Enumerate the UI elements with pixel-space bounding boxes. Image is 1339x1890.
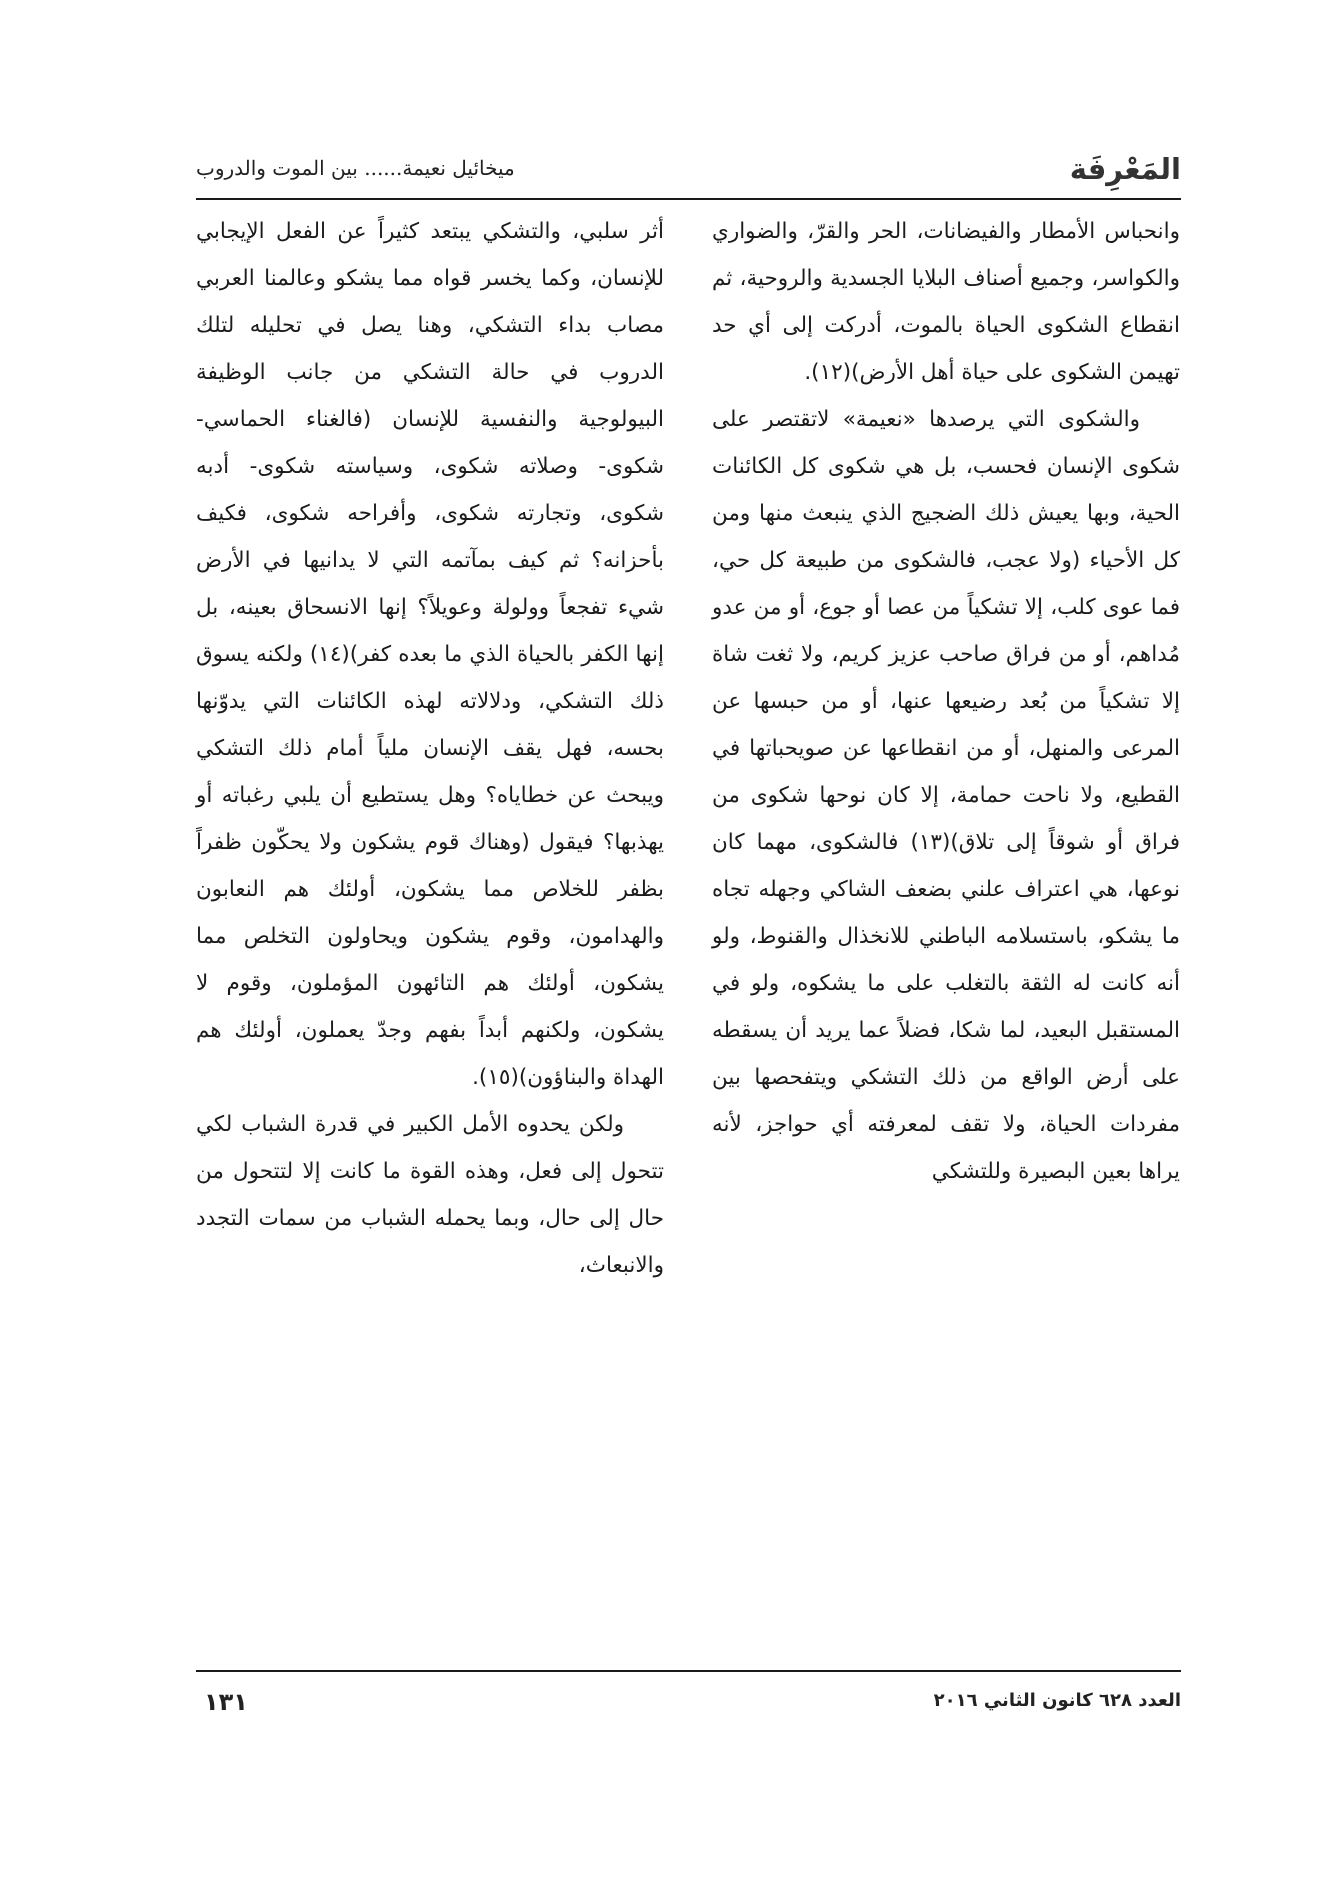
right-column bbox=[712, 208, 1180, 1195]
page-footer bbox=[196, 1688, 1181, 1728]
paragraph: ولكن يحدوه الأمل الكبير في قدرة الشباب لكي تتحول إلى فعل، وهذه القوة ما كانت إلا لتتحول من حال إلى حال، وبما يحمله الشباب من سمات التجدد والانبعاث، bbox=[196, 1112, 664, 1278]
header-rule bbox=[196, 198, 1181, 200]
issue-info: العدد ٦٢٨ كانون الثاني ٢٠١٦ bbox=[933, 1690, 1181, 1711]
paragraph: وانحباس الأمطار والفيضانات، الحر والقرّ، والضواري والكواسر، وجميع أصناف البلايا الجسدية والروحية، ثم انقطاع الشكوى الحياة بالموت، أدركت إلى أي حد تهيمن الشكوى على حياة أهل الأرض)(١٢). bbox=[712, 219, 1180, 385]
left-column bbox=[196, 208, 664, 1289]
page-header bbox=[196, 150, 1181, 190]
paragraph: والشكوى التي يرصدها «نعيمة» لاتقتصر على شكوى الإنسان فحسب، بل هي شكوى كل الكائنات الحية، وبها يعيش ذلك الضجيج الذي ينبعث منها ومن كل الأحياء (ولا عجب، فالشكوى من طبيعة كل حي، فما عوى كلب، إلا تشكياً من عصا أو جوع، أو من عدو مُداهم، أو من فراق صاحب عزيز كريم، ولا ثغت شاة إلا تشكياً من بُعد رضيعها عنها، أو من حبسها عن المرعى والمنهل، أو من انقطاعها عن صويحباتها في القطيع، ولا ناحت حمامة، إلا كان نوحها شكوى من فراق أو شوقاً إلى تلاق)(١٣) فالشكوى، مهما كان نوعها، هي اعتراف علني بضعف الشاكي وجهله تجاه ما يشكو، باستسلامه الباطني للانخذال والقنوط، ولو أنه كانت له الثقة بالتغلب على ما يشكوه، ولو في المستقبل البعيد، لما شكا، فضلاً عما يريد أن يسقطه على أرض الواقع من ذلك التشكي ويتفحصها بين مفردات الحياة، ولا تقف لمعرفته أي حواجز، لأنه يراها بعين البصيرة وللتشكي bbox=[712, 407, 1180, 1184]
magazine-logo: المَعْرِفَة bbox=[1069, 152, 1181, 186]
page-number: ١٣١ bbox=[204, 1688, 248, 1716]
paragraph: أثر سلبي، والتشكي يبتعد كثيراً عن الفعل الإيجابي للإنسان، وكما يخسر قواه مما يشكو وعالمنا العربي مصاب بداء التشكي، وهنا يصل في تحليله لتلك الدروب في حالة التشكي من جانب الوظيفة البيولوجية والنفسية للإنسان (فالغناء الحماسي- شكوى- وصلاته شكوى، وسياسته شكوى- أدبه شكوى، وتجارته شكوى، وأفراحه شكوى، فكيف بأحزانه؟ ثم كيف بمآتمه التي لا يدانيها في الأرض شيء تفجعاً وولولة وعويلاً؟ إنها الانسحاق بعينه، بل إنها الكفر بالحياة الذي ما بعده كفر)(١٤) ولكنه يسوق ذلك التشكي، ودلالاته لهذه الكائنات التي يدوّنها بحسه، فهل يقف الإنسان ملياً أمام ذلك التشكي ويبحث عن خطاياه؟ وهل يستطيع أن يلبي رغباته أو يهذبها؟ فيقول (وهناك قوم يشكون ولا يحكّون ظفراً بظفر للخلاص مما يشكون، أولئك هم النعابون والهدامون، وقوم يشكون ويحاولون التخلص مما يشكون، أولئك هم التائهون المؤملون، وقوم لا يشكون، ولكنهم أبداً بفهم وجدّ يعملون، أولئك هم الهداة والبناؤون)(١٥). bbox=[196, 219, 664, 1090]
running-title: ميخائيل نعيمة...... بين الموت والدروب bbox=[196, 156, 515, 180]
footer-rule bbox=[196, 1670, 1181, 1672]
